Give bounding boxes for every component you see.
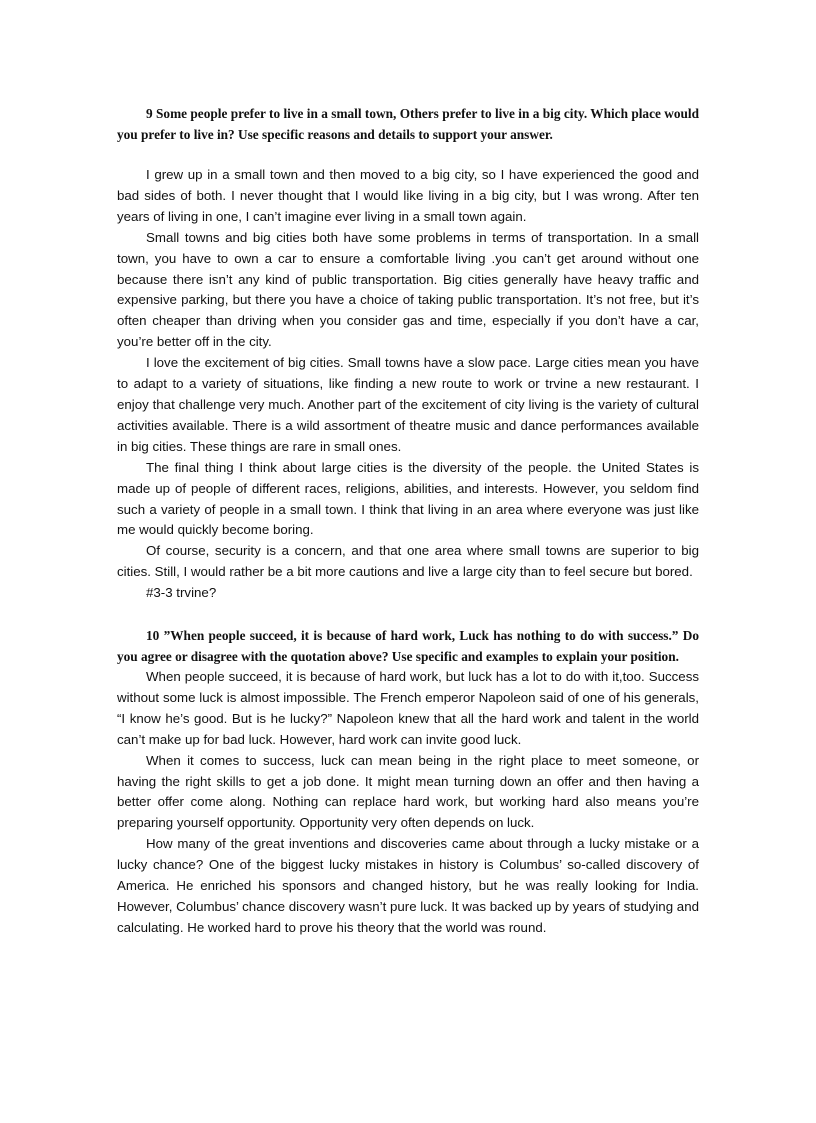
essay-9-paragraph-5: Of course, security is a concern, and that one area where small towns are superior to big cities. Still, I would rather be a bit more cautions and live a large city than to feel secure but bored. — [117, 543, 699, 580]
essay-9-paragraph-4: The final thing I think about large cities is the diversity of the people. the United States is made up of people of different races, religions, abilities, and interests. However, you seldom find such a variety of people in a small town. I think that living in an area where everyone was just like me would quickly become boring. — [117, 459, 699, 538]
essay-10-heading: 10 ”When people succeed, it is because of hard work, Luck has nothing to do with success.” Do you agree or disagree with the quotation above? Use specific and examples to explain your position. — [117, 628, 699, 665]
essay-9-note: #3-3 trvine? — [146, 585, 217, 601]
essay-9-paragraph-2: Small towns and big cities both have some problems in terms of transportation. In a small town, you have to own a car to ensure a comfortable living .you can’t get around without one because there isn’t any kind of public transportation. Big cities generally have heavy traffic and expensive parking, but there you have a choice of taking public transportation. It’s not free, but it’s often cheaper than driving when you consider gas and time, especially if you don’t have a car, you’re better off in the city. — [117, 229, 699, 350]
essay-9-heading: 9 Some people prefer to live in a small town, Others prefer to live in a big city. Which place would you prefer to live in? Use specific reasons and details to support your answer. — [117, 106, 699, 142]
spacer — [117, 604, 699, 625]
essay-10-paragraph-1: When people succeed, it is because of hard work, but luck has a lot to do with it,too. Success without some luck is almost impossible. The French emperor Napoleon said of one of his generals, “I know he’s good. But is he lucky?” Napoleon knew that all the hard work and talent in the world can’t make up for bad luck. However, hard work can invite good luck. — [117, 669, 699, 747]
essay-10-paragraph-2: When it comes to success, luck can mean being in the right place to meet someone, or having the right skills to get a job done. It might mean turning down an offer and then having a better offer come along. Nothing can replace hard work, but working hard also means you’re preparing yourself opportunity. Opportunity very often depends on luck. — [117, 752, 699, 831]
essay-9-paragraph-3: I love the excitement of big cities. Small towns have a slow pace. Large cities mean you have to adapt to a variety of situations, like finding a new route to work or trvine a new restaurant. I enjoy that challenge very much. Another part of the excitement of city living is the variety of cultural activities available. There is a wild assortment of theatre music and dance performances available in big cities. These things are rare in small ones. — [117, 355, 699, 454]
spacer — [117, 145, 699, 165]
essay-10-paragraph-3: How many of the great inventions and discoveries came about through a lucky mistake or a lucky chance? One of the biggest lucky mistakes in history is Columbus’ so-called discovery of America. He enriched his sponsors and changed history, but he was really looking for India. However, Columbus’ chance discovery wasn’t pure luck. It was backed up by years of studying and calculating. He worked hard to prove his theory that the world was round. — [117, 836, 699, 935]
document-page — [117, 103, 699, 939]
essay-9-paragraph-1: I grew up in a small town and then moved to a big city, so I have experienced the good and bad sides of both. I never thought that I would like living in a big city, but I was wrong. After ten years of living in one, I can’t imagine ever living in a small town again. — [117, 167, 699, 224]
